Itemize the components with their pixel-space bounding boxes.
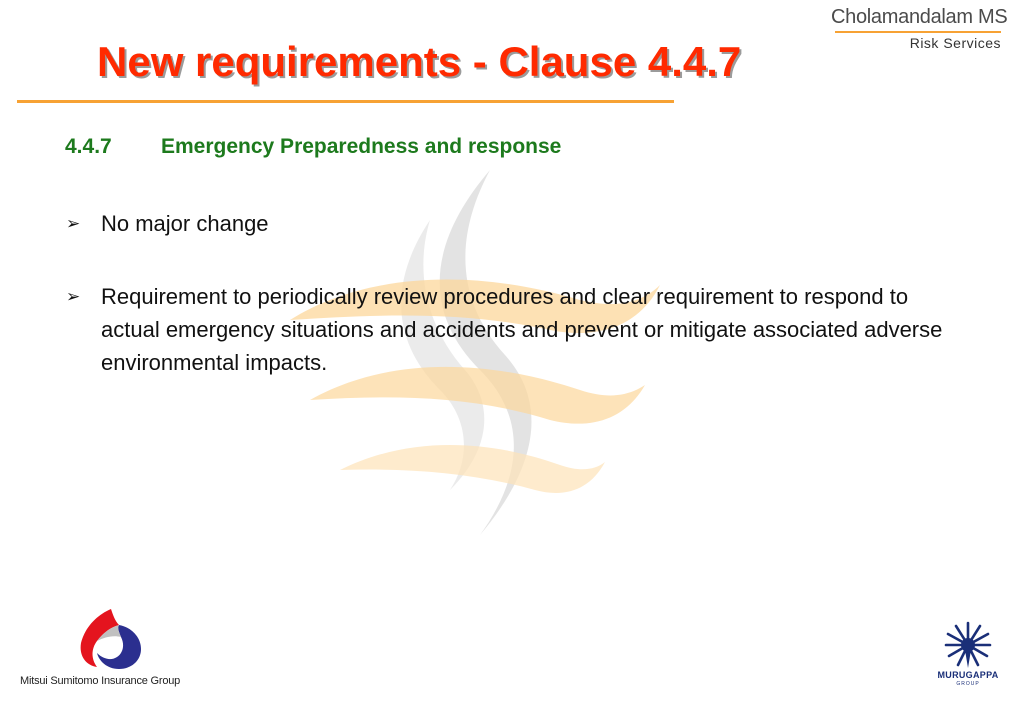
brand-underline [835, 31, 1001, 33]
msig-emblem-icon [75, 605, 155, 673]
msig-logo-text: Mitsui Sumitomo Insurance Group [20, 675, 181, 687]
murugappa-logo-text: MURUGAPPA [937, 670, 999, 680]
bullet-text: No major change [101, 211, 269, 236]
brand-logo [831, 6, 1008, 51]
clause-number: 4.4.7 [65, 135, 112, 158]
bullet-item [66, 207, 966, 240]
arrow-bullet-icon: ➢ [66, 214, 81, 233]
title-underline [17, 100, 674, 103]
bullet-text: Requirement to periodically review procedures and clear requirement to respond to actual emergency situations and accidents and prevent or mitigate associated adverse environmental impacts. [101, 284, 943, 375]
bullet-item [66, 280, 966, 379]
murugappa-group-text: GROUP [956, 681, 980, 687]
arrow-bullet-icon: ➢ [66, 287, 81, 306]
clause-title: Emergency Preparedness and response [161, 135, 562, 158]
clause-heading [65, 135, 561, 159]
brand-name: Cholamandalam MS [831, 6, 1008, 28]
brand-subtitle: Risk Services [909, 35, 1001, 51]
bullet-list [66, 207, 966, 419]
slide-title: New requirements - Clause 4.4.7 [97, 38, 742, 85]
msig-logo [20, 605, 210, 690]
murugappa-emblem-icon [943, 620, 993, 670]
murugappa-logo [927, 618, 1009, 690]
